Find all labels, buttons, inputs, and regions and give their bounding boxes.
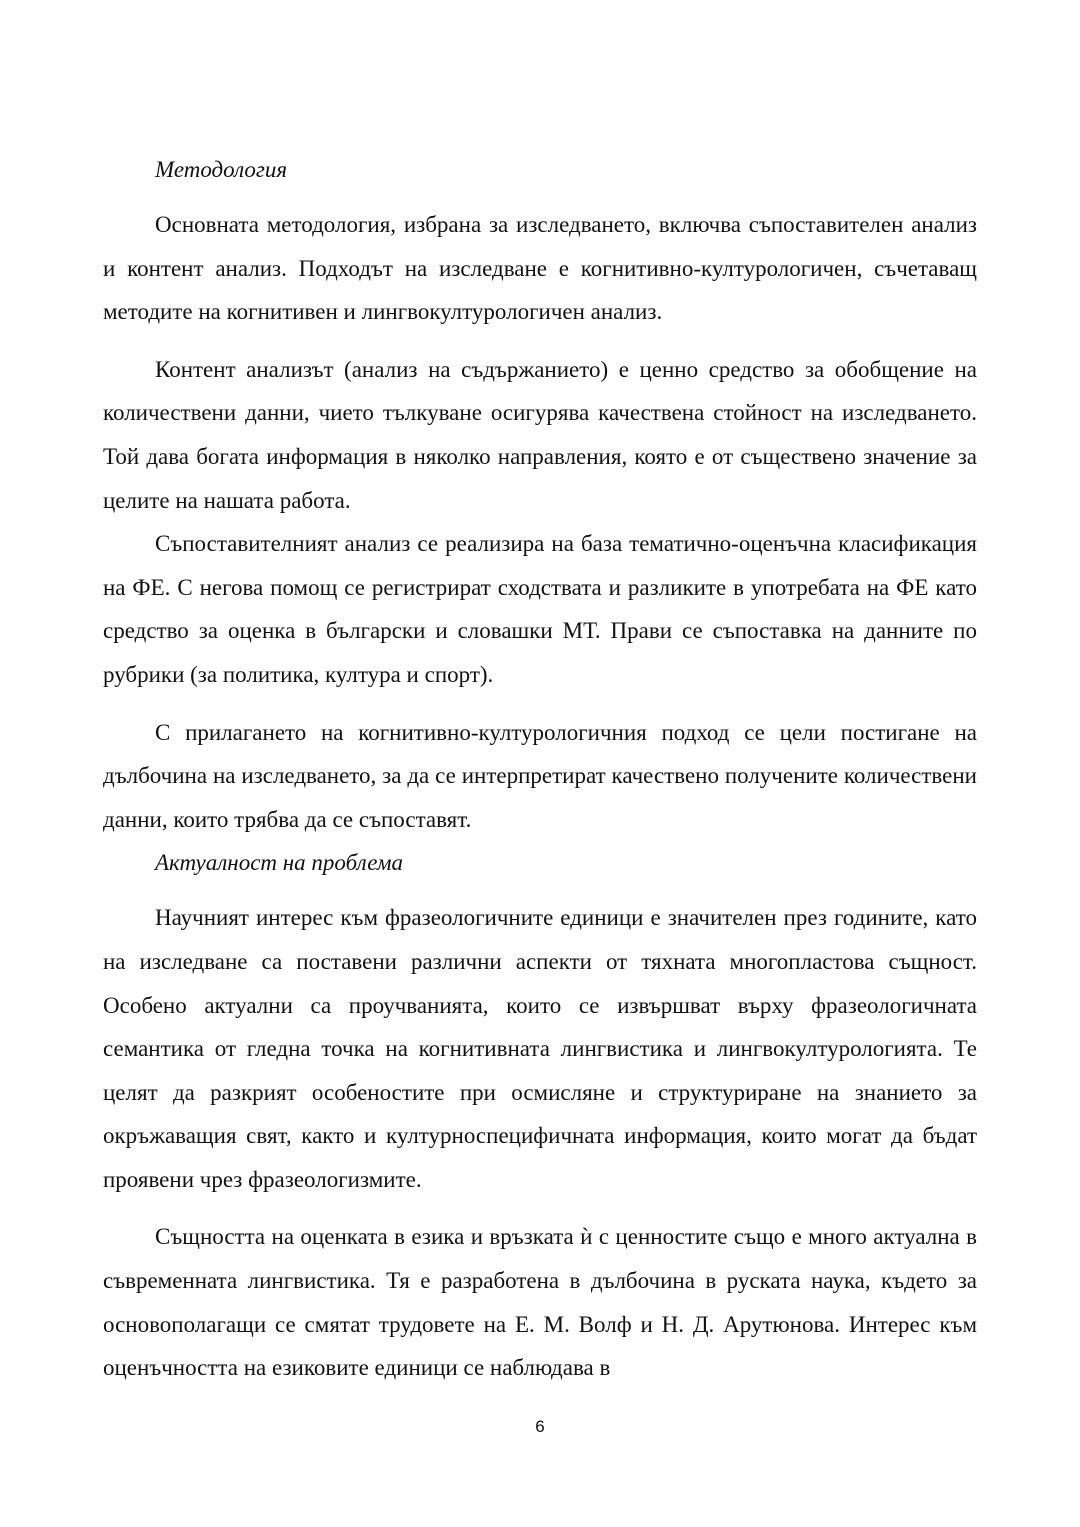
paragraph-relevance-2: Същността на оценката в езика и връзката ѝ с ценностите също е много актуална в съвременната лингвистика. Тя е разработена в дълбочина в руската наука, където за основополагащи се смятат трудовете на Е. М. Волф и Н. Д. Арутюнова. Интерес към оценъчността на езиковите единици се наблюдава в — [103, 1224, 977, 1381]
paragraph-methodology-2: Контент анализът (анализ на съдържанието) е ценно средство за обобщение на количествени данни, чието тълкуване осигурява качествена стойност на изследването. Той дава богата информация в няколко направления, която е от съществено значение за целите на нашата работа. — [103, 356, 977, 513]
section-heading-relevance: Актуалност на проблема — [155, 850, 404, 876]
page-number: 6 — [535, 1417, 545, 1436]
paragraph-methodology-3: Съпоставителният анализ се реализира на база тематично-оценъчна класификация на ФЕ. С негова помощ се регистрират сходствата и разликите в употребата на ФЕ като средство за оценка в български и словашки МТ. Прави се съпоставка на данните по рубрики (за политика, култура и спорт). — [103, 531, 977, 687]
document-body — [103, 148, 977, 1390]
section-heading-methodology: Методология — [155, 157, 288, 182]
paragraph-relevance-1: Научният интерес към фразеологичните единици е значителен през годините, като на изследване са поставени различни аспекти от тяхната многопластова същност. Особено актуални са проучванията, които се извършват върху фразеологичната семантика от гледна точка на когнитивната лингвистика и лингвокултурологията. Те целят да разкрият особеностите при осмисляне и структуриране на знанието за окръжаващия свят, както и културноспецифичната информация, които могат да бъдат проявени чрез фразеологизмите. — [103, 905, 977, 1192]
paragraph-methodology-1: Основната методология, избрана за изследването, включва съпоставителен анализ и контент анализ. Подходът на изследване е когнитивно-културологичен, съчетаващ методите на когнитивен и лингвокултурологичен анализ. — [103, 212, 977, 325]
paragraph-methodology-4: С прилагането на когнитивно-културологичния подход се цели постигане на дълбочина на изследването, за да се интерпретират качествено получените количествени данни, които трябва да се съпоставят. — [103, 719, 977, 832]
